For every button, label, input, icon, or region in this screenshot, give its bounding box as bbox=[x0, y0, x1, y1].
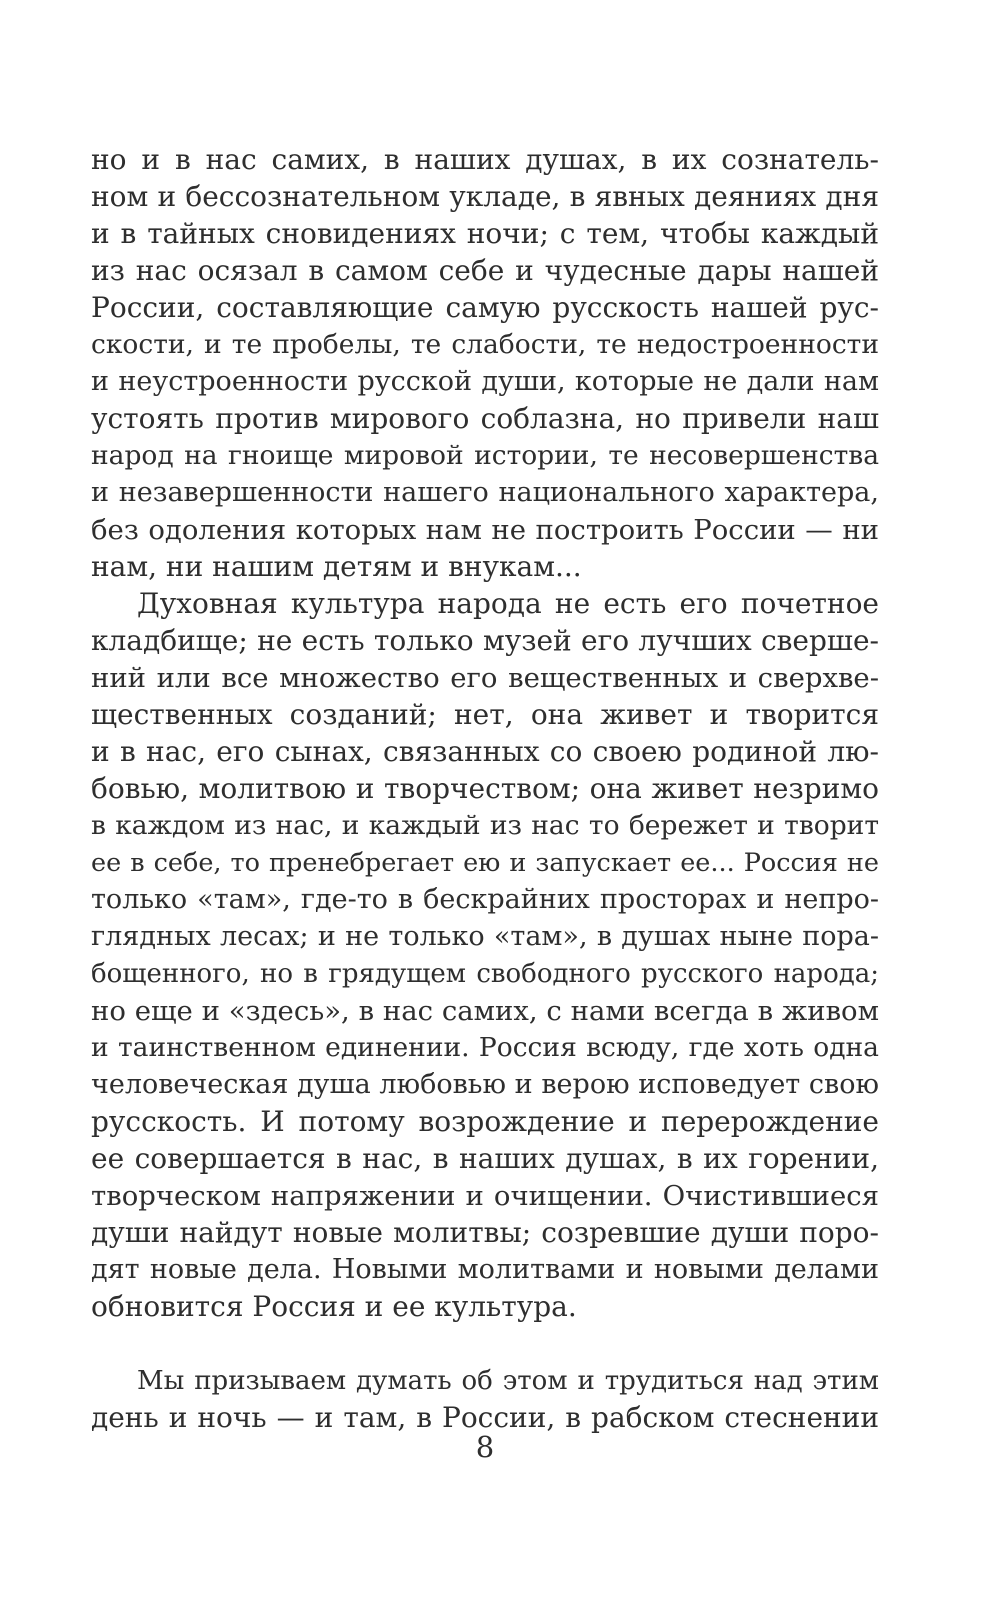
text-line: русскость. И потому возрождение и перерождение bbox=[91, 1105, 879, 1138]
text-line: день и ночь — и там, в России, в рабском стеснении bbox=[91, 1401, 879, 1434]
text-line: души найдут новые молитвы; созревшие души поро- bbox=[91, 1216, 879, 1249]
text-line: человеческая душа любовью и верою исповедует свою bbox=[91, 1069, 879, 1100]
text-line: ее совершается в нас, в наших душах, в их горении, bbox=[91, 1142, 879, 1175]
text-line: России, составляющие самую русскость нашей рус- bbox=[91, 291, 879, 324]
text-line: и таинственном единении. Россия всюду, где хоть одна bbox=[91, 1032, 879, 1063]
text-line: нам, ни нашим детям и внукам... bbox=[91, 550, 582, 583]
text-line: из нас осязал в самом себе и чудесные дары нашей bbox=[91, 254, 879, 287]
text-line: Духовная культура народа не есть его почетное bbox=[137, 587, 879, 620]
text-line: но и в нас самих, в наших душах, в их сознатель- bbox=[91, 143, 879, 176]
text-line: устоять против мирового соблазна, но привели наш bbox=[91, 402, 879, 435]
text-line: дят новые дела. Новыми молитвами и новыми делами bbox=[91, 1254, 879, 1285]
text-line: кладбище; не есть только музей его лучших сверше- bbox=[91, 624, 879, 657]
text-line: в каждом из нас, и каждый из нас то бережет и творит bbox=[91, 810, 879, 841]
text-line: глядных лесах; и не только «там», в душах ныне пора- bbox=[91, 921, 879, 952]
text-line: и в тайных сновидениях ночи; с тем, чтобы каждый bbox=[91, 217, 879, 250]
text-line: ном и бессознательном укладе, в явных деяниях дня bbox=[91, 180, 879, 213]
text-line: и незавершенности нашего национального характера, bbox=[91, 477, 879, 508]
text-line: скости, и те пробелы, те слабости, те недостроенности bbox=[91, 329, 879, 360]
text-line: без одоления которых нам не построить России — ни bbox=[91, 514, 879, 546]
text-line: щественных созданий; нет, она живет и творится bbox=[91, 698, 879, 731]
text-line: и неустроенности русской души, которые не дали нам bbox=[91, 366, 879, 397]
text-line: обновится Россия и ее культура. bbox=[91, 1290, 577, 1323]
text-line: бощенного, но в грядущем свободного русского народа; bbox=[91, 959, 879, 989]
text-line: но еще и «здесь», в нас самих, с нами всегда в живом bbox=[91, 995, 879, 1027]
text-line: Мы призываем думать об этом и трудиться над этим bbox=[137, 1366, 879, 1396]
text-line: творческом напряжении и очищении. Очистившиеся bbox=[91, 1180, 879, 1212]
text-line: только «там», где-то в бескрайних просторах и непро- bbox=[91, 884, 879, 915]
page-number: 8 bbox=[475, 1430, 495, 1464]
text-line: бовью, молитвою и творчеством; она живет незримо bbox=[91, 772, 879, 805]
text-line: народ на гноище мировой истории, те несовершенства bbox=[91, 440, 879, 471]
text-line: ний или все множество его вещественных и сверхве- bbox=[91, 662, 879, 694]
text-line: и в нас, его сынах, связанных со своею родиной лю- bbox=[91, 735, 879, 768]
text-line: ее в себе, то пренебрегает ею и запускает ее... Россия не bbox=[91, 848, 879, 878]
